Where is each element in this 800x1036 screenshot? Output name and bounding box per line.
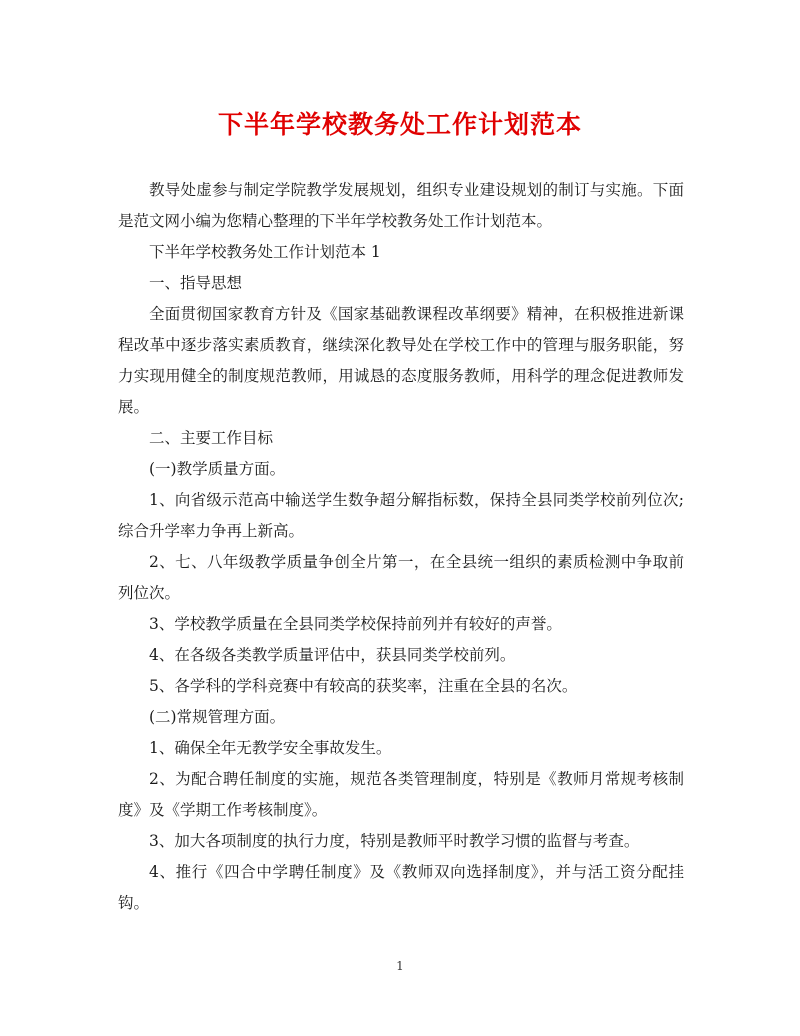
document-body (118, 175, 684, 919)
document-title: 下半年学校教务处工作计划范本 (217, 110, 582, 139)
paragraph-subtitle: 下半年学校教务处工作计划范本 1 (149, 243, 381, 261)
list-item-quality-3: 3、学校教学质量在全县同类学校保持前列并有较好的声誉。 (149, 615, 562, 633)
section-heading-guiding-ideology: 一、指导思想 (149, 274, 243, 292)
subsection-heading-teaching-quality: (一)教学质量方面。 (149, 460, 286, 478)
list-item-quality-5: 5、各学科的学科竞赛中有较高的获奖率，注重在全县的名次。 (149, 677, 578, 695)
section-heading-main-goals: 二、主要工作目标 (149, 429, 274, 447)
list-item-management-1: 1、确保全年无教学安全事故发生。 (149, 739, 392, 757)
subsection-heading-routine-management: (二)常规管理方面。 (149, 708, 286, 726)
list-item-management-4: 4、推行《四合中学聘任制度》及《教师双向选择制度》，并与活工资分配挂钩。 (118, 863, 684, 912)
list-item-quality-2: 2、七、八年级教学质量争创全片第一，在全县统一组织的素质检测中争取前列位次。 (118, 553, 684, 602)
list-item-management-2: 2、为配合聘任制度的实施，规范各类管理制度，特别是《教师月常规考核制度》及《学期工作考核制度》。 (118, 770, 684, 819)
paragraph-intro: 教导处虚参与制定学院教学发展规划，组织专业建设规划的制订与实施。下面是范文网小编为您精心整理的下半年学校教务处工作计划范本。 (118, 181, 684, 230)
list-item-management-3: 3、加大各项制度的执行力度，特别是教师平时教学习惯的监督与考查。 (149, 832, 640, 850)
paragraph-guiding-ideology: 全面贯彻国家教育方针及《国家基础教课程改革纲要》精神，在积极推进新课程改革中逐步落实素质教育，继续深化教导处在学校工作中的管理与服务职能，努力实现用健全的制度规范教师，用诚恳的态度服务教师，用科学的理念促进教师发展。 (118, 305, 684, 416)
page-number: 1 (396, 959, 404, 973)
list-item-quality-1: 1、向省级示范高中输送学生数争超分解指标数，保持全县同类学校前列位次;综合升学率力争再上新高。 (118, 491, 684, 540)
list-item-quality-4: 4、在各级各类教学质量评估中，获县同类学校前列。 (149, 646, 516, 664)
